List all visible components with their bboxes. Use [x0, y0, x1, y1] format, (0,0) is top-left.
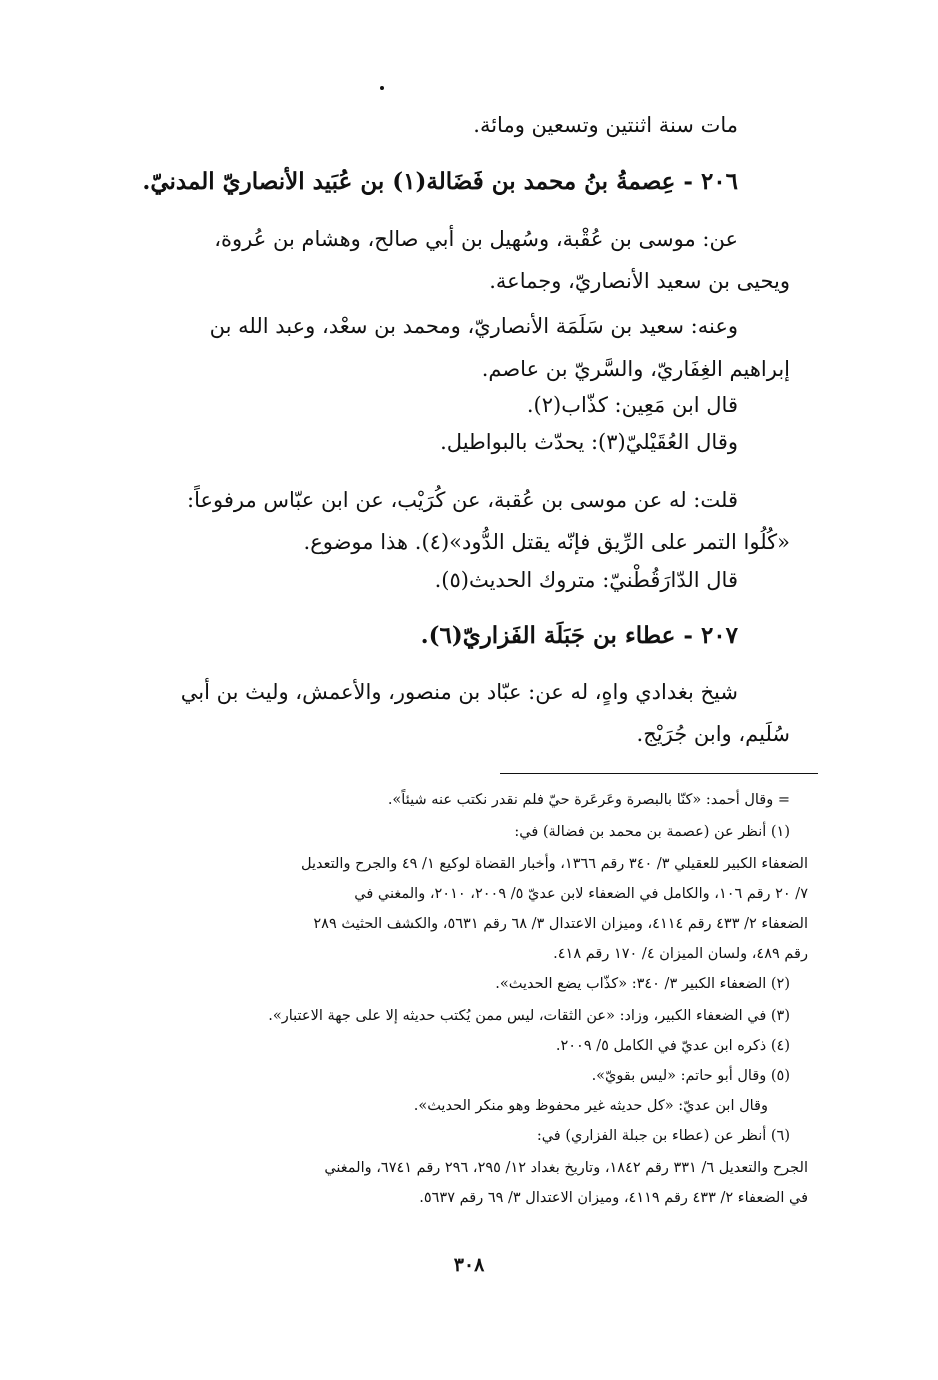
main-line-11: قال الدّارَقُطْنيّ: متروك الحديث(٥). — [434, 568, 738, 592]
footnote-line: = وقال أحمد: «كنّا بالبصرة وعَرعَرة حيّ فلم نقدر نكتب عنه شيئاً». — [387, 792, 790, 808]
footnote-line: (٦) أنظر عن (عطاء بن جبلة الفزاري) في: — [536, 1128, 790, 1144]
footnote-line: (٣) في الضعفاء الكبير، وزاد: «عن الثقات، ليس ممن يُكتب حديثه إلا على جهة الاعتبار». — [268, 1008, 790, 1024]
footnote-line: وقال ابن عديّ: «كل حديثه غير محفوظ وهو منكر الحديث». — [413, 1098, 768, 1114]
main-line-13: شيخ بغدادي واهٍ، له عن: عبّاد بن منصور، والأعمش، وليث بن أبي — [180, 680, 738, 704]
footnote-line: ٧/ ٢٠ رقم ١٠٦، والكامل في الضعفاء لابن عديّ ٥/ ٢٠٠٩، ٢٠١٠، والمغني في — [354, 886, 808, 902]
footnote-line: (١) أنظر عن (عصمة بن محمد بن فضالة) في: — [514, 824, 790, 840]
main-line-8: وقال العُقَيْليّ(٣): يحدّث بالبواطيل. — [440, 430, 738, 454]
entry-206-heading: ٢٠٦ - عِصمةُ بنُ محمد بن فَضَالة(١) بن عُبَيد الأنصاريّ المدنيّ. — [142, 168, 738, 195]
footnote-separator — [500, 773, 818, 774]
page-number: ٣٠٨ — [453, 1254, 485, 1276]
main-line-1: مات سنة اثنتين وتسعين ومائة. — [473, 113, 738, 137]
footnote-line: رقم ٤٨٩، ولسان الميزان ٤/ ١٧٠ رقم ٤١٨. — [553, 946, 808, 962]
main-line-6: إبراهيم الغِفَاريّ، والسَّريّ بن عاصم. — [481, 357, 790, 381]
main-line-10: «كُلُوا التمر على الرِّيق فإنّه يقتل الدُّود»(٤). هذا موضوع. — [303, 530, 790, 554]
footnote-line: الضعفاء الكبير للعقيلي ٣/ ٣٤٠ رقم ١٣٦٦، وأخبار القضاة لوكيع ١/ ٤٩ والجرح والتعديل — [301, 856, 808, 872]
footnote-line: في الضعفاء ٢/ ٤٣٣ رقم ٤١١٩، وميزان الاعتدال ٣/ ٦٩ رقم ٥٦٣٧. — [419, 1190, 808, 1206]
main-line-9: قلت: له عن موسى بن عُقبة، عن كُرَيْب، عن ابن عبّاس مرفوعاً: — [187, 488, 738, 512]
main-line-3: عن: موسى بن عُقْبة، وسُهيل بن أبي صالح، وهشام بن عُروة، — [214, 227, 738, 251]
page-mark — [380, 86, 384, 90]
footnote-line: (٥) وقال أبو حاتم: «ليس بقويّ». — [591, 1068, 790, 1084]
main-line-4: ويحيى بن سعيد الأنصاريّ، وجماعة. — [489, 269, 790, 293]
entry-207-heading: ٢٠٧ - عطاء بن جَبَلَة الفَزاريّ(٦). — [420, 622, 738, 649]
main-line-7: قال ابن مَعِين: كذّاب(٢). — [526, 393, 738, 417]
footnote-line: (٢) الضعفاء الكبير ٣/ ٣٤٠: «كذّاب يضع الحديث». — [495, 976, 790, 992]
footnote-line: الجرح والتعديل ٦/ ٣٣١ رقم ١٨٤٢، وتاريخ بغداد ١٢/ ٢٩٥، ٢٩٦ رقم ٦٧٤١، والمغني — [324, 1160, 808, 1176]
main-line-5: وعنه: سعيد بن سَلَمَة الأنصاريّ، ومحمد بن سعْد، وعبد الله بن — [209, 314, 738, 338]
footnote-line: الضعفاء ٢/ ٤٣٣ رقم ٤١١٤، وميزان الاعتدال ٣/ ٦٨ رقم ٥٦٣١، والكشف الحثيث ٢٨٩ — [313, 916, 808, 932]
main-line-14: سُلَيم، وابن جُرَيْج. — [636, 722, 790, 746]
footnote-line: (٤) ذكره ابن عديّ في الكامل ٥/ ٢٠٠٩. — [555, 1038, 790, 1054]
